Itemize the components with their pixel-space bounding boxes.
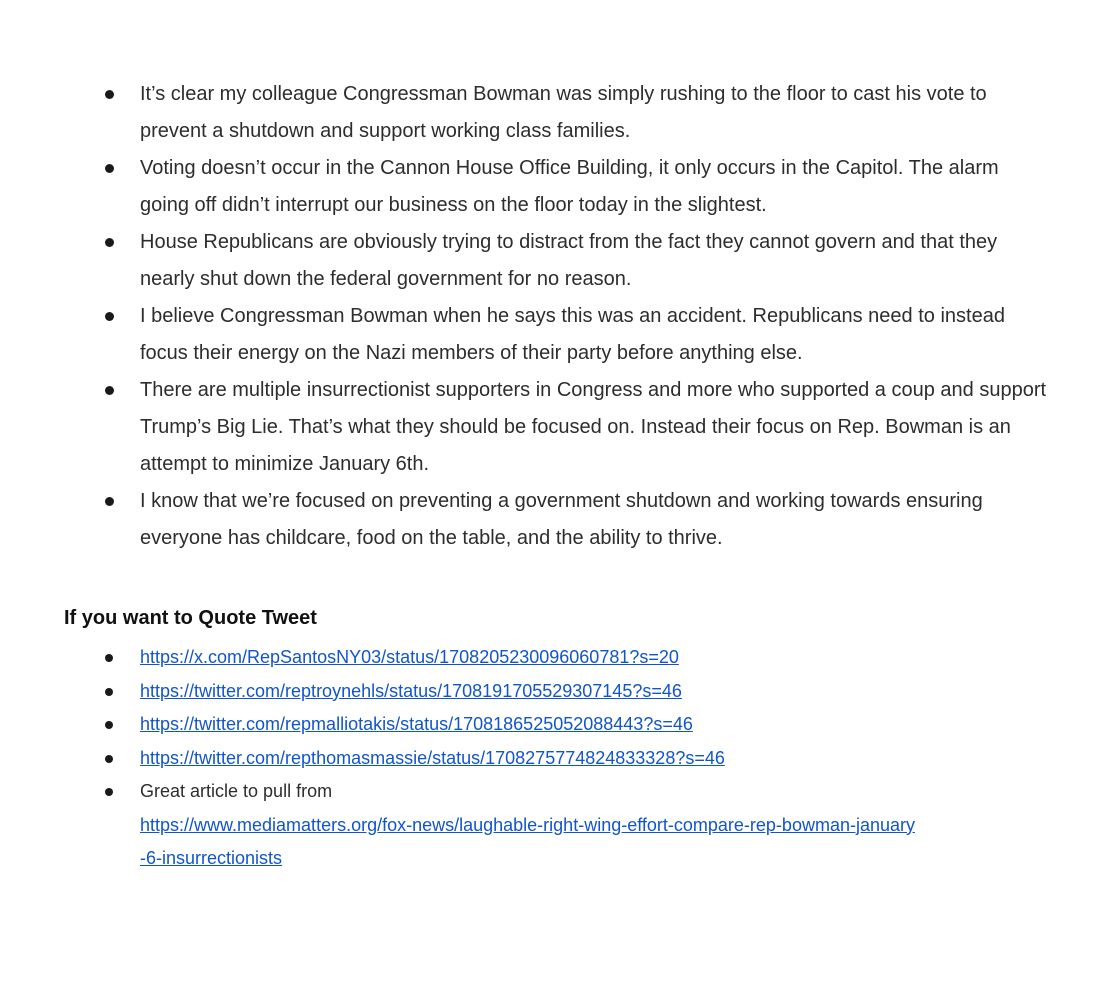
article-label: Great article to pull from xyxy=(140,781,333,801)
quote-tweet-heading: If you want to Quote Tweet xyxy=(64,607,317,629)
tweet-link[interactable]: https://twitter.com/repmalliotakis/status/1708186525052088443?s=46 xyxy=(140,714,693,734)
quote-tweet-link-item xyxy=(103,742,915,776)
quote-tweet-list xyxy=(103,641,915,876)
tweet-link[interactable]: https://x.com/RepSantosNY03/status/1708205230096060781?s=20 xyxy=(140,647,679,667)
tweet-link[interactable]: https://twitter.com/reptroynehls/status/1708191705529307145?s=46 xyxy=(140,680,682,701)
tweet-link[interactable]: https://twitter.com/repthomasmassie/status/1708275774824833328?s=46 xyxy=(140,747,725,768)
article-item xyxy=(103,775,915,876)
talking-points-list xyxy=(103,76,1053,557)
talking-point: I know that we’re focused on preventing a government shutdown and working towards ensuring everyone has childcare, food on the table, and the ability to thrive. xyxy=(103,483,1053,557)
talking-point: There are multiple insurrectionist supporters in Congress and more who supported a coup and support Trump’s Big Lie. That’s what they should be focused on. Instead their focus on Rep. Bowman is an attempt to minimize January 6th. xyxy=(103,372,1053,483)
article-link[interactable]: https://www.mediamatters.org/fox-news/laughable-right-wing-effort-compare-rep-bowman-january-6-insurrectionists xyxy=(140,814,915,868)
quote-tweet-link-item xyxy=(103,641,915,675)
quote-tweet-link-item xyxy=(103,675,915,709)
talking-point: I believe Congressman Bowman when he says this was an accident. Republicans need to instead focus their energy on the Nazi members of their party before anything else. xyxy=(103,298,1053,372)
quote-tweet-link-item xyxy=(103,708,915,742)
talking-point: It’s clear my colleague Congressman Bowman was simply rushing to the floor to cast his vote to prevent a shutdown and support working class families. xyxy=(103,76,1053,150)
talking-point: House Republicans are obviously trying to distract from the fact they cannot govern and that they nearly shut down the federal government for no reason. xyxy=(103,224,1053,298)
talking-point: Voting doesn’t occur in the Cannon House Office Building, it only occurs in the Capitol. The alarm going off didn’t interrupt our business on the floor today in the slightest. xyxy=(103,150,1053,224)
